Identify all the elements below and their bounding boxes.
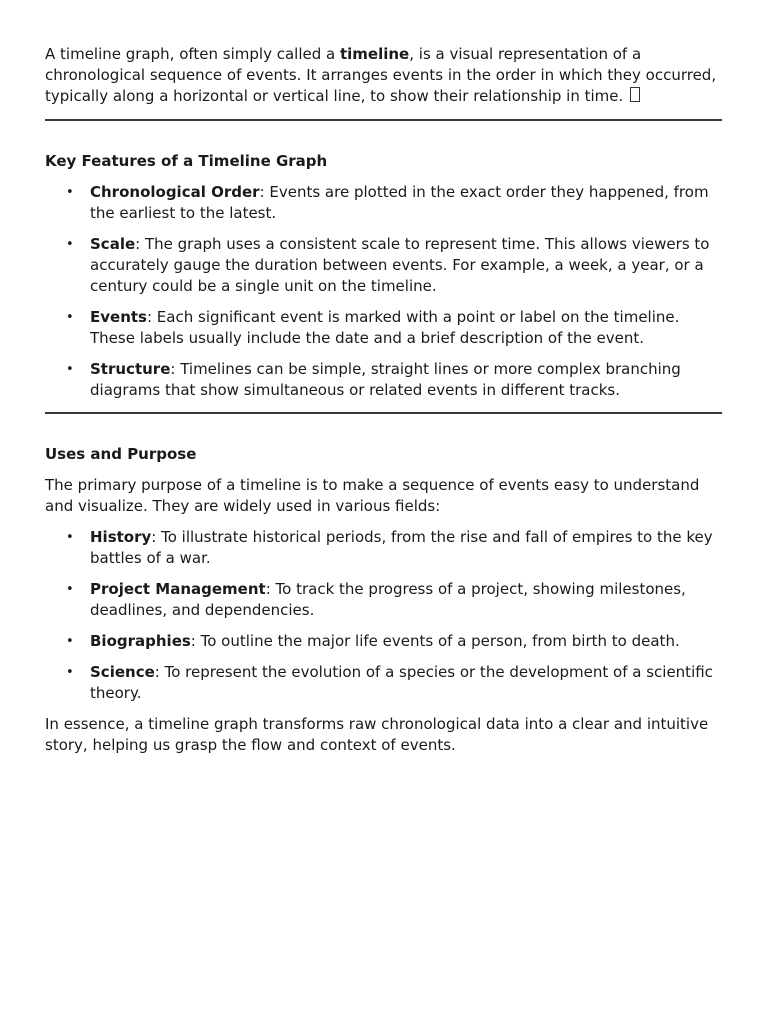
- list-item-text: : To illustrate historical periods, from the rise and fall of empires to the key battles of a war.: [90, 528, 713, 567]
- bullet-icon: •: [66, 362, 74, 377]
- list-item-term: Structure: [90, 360, 171, 378]
- bullet-icon: •: [66, 582, 74, 597]
- list-item: [45, 234, 723, 297]
- list-item-text: : The graph uses a consistent scale to represent time. This allows viewers to accurately gauge the duration between events. For example, a week, a year, or a century could be a single unit on the timeline.: [90, 235, 710, 295]
- list-item-term: Project Management: [90, 580, 266, 598]
- list-item-term: Biographies: [90, 632, 191, 650]
- list-item: [45, 662, 723, 704]
- list-item: [45, 527, 723, 569]
- list-item: [45, 579, 723, 621]
- list-item: [45, 307, 723, 349]
- bullet-icon: •: [66, 185, 74, 200]
- section-divider: [45, 119, 722, 121]
- list-item-term: History: [90, 528, 152, 546]
- bullet-icon: •: [66, 634, 74, 649]
- list-item-text: : To represent the evolution of a species or the development of a scientific theory.: [90, 663, 713, 702]
- uses-heading: Uses and Purpose: [45, 445, 197, 463]
- list-item: [45, 182, 723, 224]
- list-item-term: Chronological Order: [90, 183, 260, 201]
- list-item-text: : Events are plotted in the exact order they happened, from the earliest to the latest.: [90, 183, 709, 222]
- intro-text-before: A timeline graph, often simply called a: [45, 45, 340, 63]
- list-item-term: Science: [90, 663, 155, 681]
- intro-text-after: , is a visual representation of a chronological sequence of events. It arranges events in the order in which they occurred, typically along a horizontal or vertical line, to show their relationship in time.: [45, 45, 717, 105]
- features-list: [45, 182, 723, 401]
- list-item-text: : To track the progress of a project, showing milestones, deadlines, and dependencies.: [90, 580, 686, 619]
- list-item-term: Events: [90, 308, 147, 326]
- bullet-icon: •: [66, 665, 74, 680]
- uses-list: [45, 527, 723, 704]
- list-item-text: : To outline the major life events of a person, from birth to death.: [190, 632, 680, 650]
- bullet-icon: •: [66, 310, 74, 325]
- conclusion-paragraph: In essence, a timeline graph transforms raw chronological data into a clear and intuitive story, helping us grasp the flow and context of events.: [45, 715, 709, 754]
- uses-intro-paragraph: The primary purpose of a timeline is to make a sequence of events easy to understand and visualize. They are widely used in various fields:: [45, 476, 700, 515]
- section-divider: [45, 412, 722, 414]
- intro-bold-term: timeline: [339, 45, 410, 63]
- list-item: [45, 359, 723, 401]
- bullet-icon: •: [66, 530, 74, 545]
- bullet-icon: •: [66, 237, 74, 252]
- list-item-text: : Each significant event is marked with a point or label on the timeline. These labels usually include the date and a brief description of the event.: [90, 308, 680, 347]
- features-heading: Key Features of a Timeline Graph: [45, 152, 328, 170]
- missing-glyph-icon: [630, 87, 640, 102]
- intro-paragraph: [45, 44, 723, 107]
- list-item: [45, 631, 723, 652]
- list-item-text: : Timelines can be simple, straight lines or more complex branching diagrams that show simultaneous or related events in different tracks.: [90, 360, 681, 399]
- list-item-term: Scale: [90, 235, 136, 253]
